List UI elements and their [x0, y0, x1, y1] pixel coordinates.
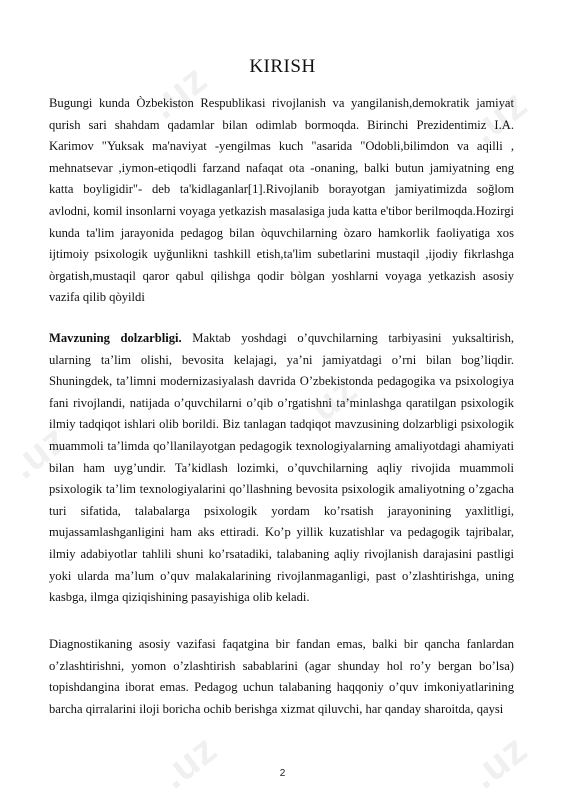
- paragraph-text: Maktab yoshdagi o’quvchilarning tarbiyasini yuksaltirish, ularning ta’lim olishi, bevosita kelajagi, ya’ni jamiyatdagi o’rni bilan bog’liqdir. Shuningdek, ta’limni modernizasiyalash davrida O’zbekistonda pedagogika va psixologiya fani rivojlandi, natijada o’quvchilarni o’qib o’rgatishni ta’minlashga qaratilgan psixologik ilmiy tadqiqot ishlari olib borildi. Biz tanlagan tadqiqot mavzusining dolzarbligi psixologik muammoli ta’limda qo’llanilayotgan pedagogik texnologiyalarning amaliyotdagi ahamiyati bilan ham uyg’undir. Ta’kidlash lozimki, o’quvchilarning aqliy rivojida muammoli psixologik ta’lim texnologiyalarini qo’llashning bevosita psixologik amaliyotning o’zgacha turi sifatida, talabalarga psixologik yordam ko’rsatish jarayonining yaxlitligi, mujassamlashganligini ham aks ettiradi. Ko’p yillik kuzatishlar va pedagogik tajribalar, ilmiy adabiyotlar tahlili shuni ko’rsatadiki, talabaning aqliy rivojlanish darajasini pastligi yoki ularda ma’lum o’quv malakalarining rivojlanmaganligi, past o’zlashtirishga, uning kasbga, ilmga qiziqishining pasayishiga olib keladi.: [49, 331, 515, 605]
- paragraph-diagnostics: [49, 634, 514, 720]
- watermark-text: .uz: [142, 56, 216, 128]
- paragraph-lead: Mavzuning dolzarbligi.: [49, 331, 182, 345]
- paragraph-relevance: [49, 328, 514, 609]
- watermark-text: .uz: [462, 726, 536, 798]
- page-title: KIRISH: [249, 56, 316, 77]
- watermark-text: .uz: [462, 81, 536, 153]
- watermark-text: .uz: [152, 726, 226, 798]
- paragraph-text: Diagnostikaning asosiy vazifasi faqatgina bir fandan emas, balki bir qancha fanlardan o’zlashtirishni, yomon o’zlashtirish sabablarini (agar shunday hol ro’y bergan bo’lsa) topishdangina iborat emas. Pedagog uchun talabaning haqqoniy o’quv imkoniyatlarining barcha qirralarini iloji boricha ochib berishga xizmat qiluvchi, har qanday sharoitda, qaysi: [49, 637, 514, 716]
- watermark-text: .uz: [292, 366, 366, 438]
- watermark-text: .uz: [2, 416, 76, 488]
- paragraph-intro: [49, 93, 514, 309]
- paragraph-text: Bugungi kunda Òzbekiston Respublikasi rivojlanish va yangilanish,demokratik jamiyat qurish sari shahdam qadamlar bilan odimlab bormoqda. Birinchi Prezidentimiz I.A. Karimov "Yuksak ma'naviyat -yengilmas kuch "asarida "Odobli,bilimdon va aqilli , mehnatsevar ,iymon-etiqodli farzand nafaqat ota -onaning, balki butun jamiyatning eng katta boyligidir"- deb ta'kidlaganlar[1].Rivojlanib borayotgan jamiyatimizda soğlom avlodni, komil insonlarni voyaga yetkazish masalasiga juda katta e'tibor berilmoqda.Hozirgi kunda ta'lim jarayonida pedagog bilan òquvchilarning òzaro hamkorlik faoliyatiga xos ijtimoiy psixologik uyğunlikni tashkill etish,ta'lim subetlarini mustaqil ,ijodiy fikrlashga òrgatish,mustaqil qaror qabul qilishga qodir bòlgan yoshlarni voyaga yetkazish asosiy vazifa qilib qòyildi: [49, 96, 514, 305]
- page-number: 2: [279, 768, 286, 779]
